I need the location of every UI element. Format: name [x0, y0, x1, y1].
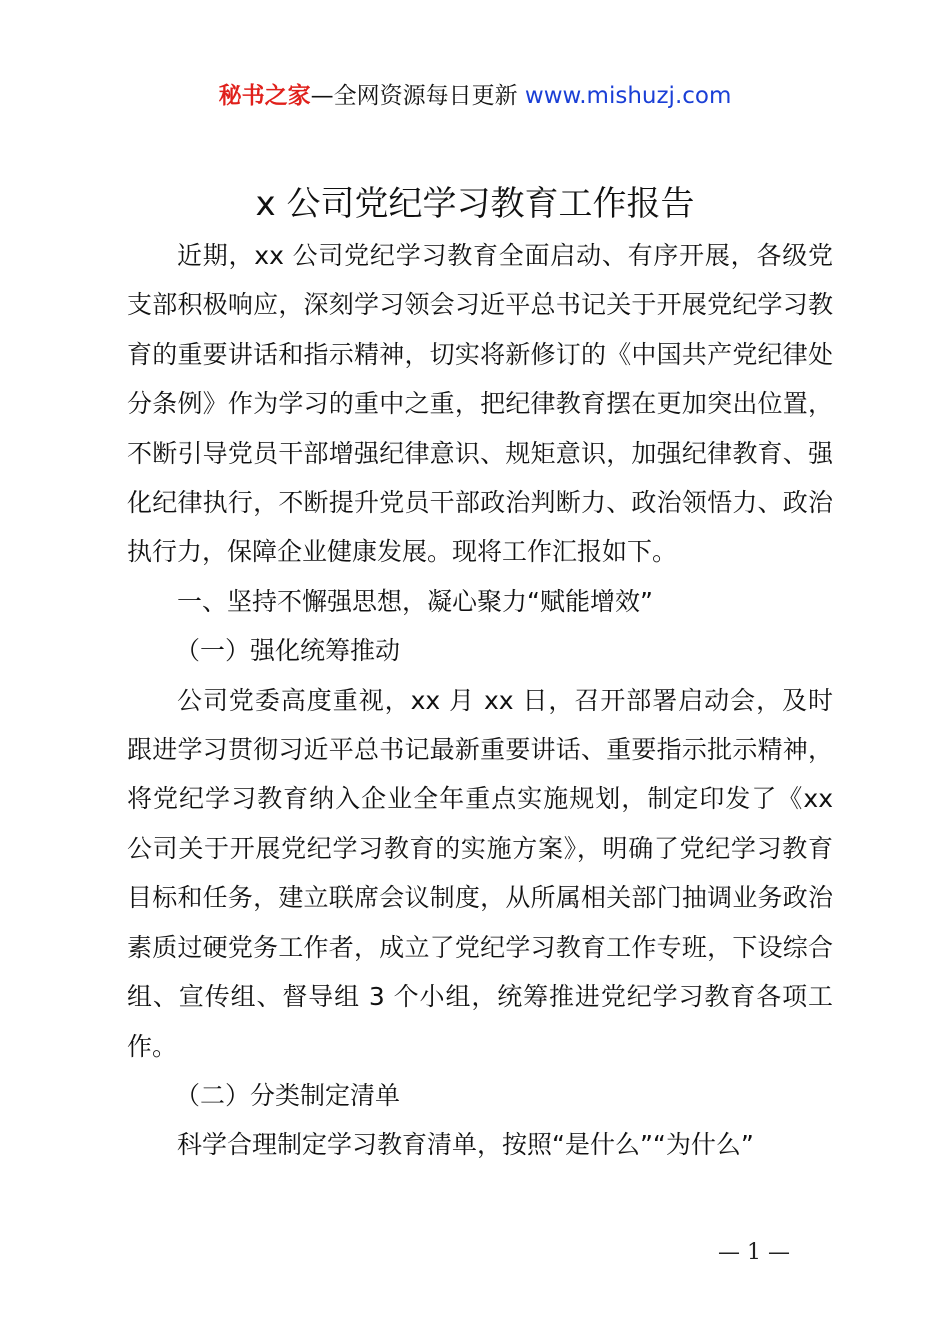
subsection-heading-1: （一）强化统筹推动 — [175, 636, 401, 666]
brand-name: 秘书之家 — [218, 83, 311, 109]
site-banner — [0, 80, 950, 112]
section-heading-1: 一、坚持不懈强思想，凝心聚力“赋能增效” — [177, 586, 653, 616]
site-url[interactable]: www.mishuzj.com — [524, 83, 732, 109]
document-title: x 公司党纪学习教育工作报告 — [255, 184, 695, 224]
body-paragraph-2: 科学合理制定学习教育清单，按照“是什么”“为什么” — [177, 1130, 754, 1160]
body-paragraph-1: 公司党委高度重视，xx 月 xx 日，召开部署启动会，及时跟进学习贯彻习近平总书记最新重要讲话、重要指示批示精神，将党纪学习教育纳入企业全年重点实施规划，制定印发了《xx 公司关于开展党纪学习教育的实施方案》，明确了党纪学习教育目标和任务，建立联席会议制度，从所属相关部门抽调业务政治素质过硬党务工作者，成立了党纪学习教育工作专班，下设综合组、宣传组、督导组 3 个小组，统筹推进党纪学习教育各项工作。 — [127, 685, 833, 1061]
subsection-heading-2: （二）分类制定清单 — [175, 1080, 401, 1110]
banner-slogan: —全网资源每日更新 — [310, 83, 525, 109]
document-body — [127, 231, 833, 1170]
intro-paragraph: 近期，xx 公司党纪学习教育全面启动、有序开展，各级党支部积极响应，深刻学习领会习近平总书记关于开展党纪学习教育的重要讲话和指示精神，切实将新修订的《中国共产党纪律处分条例》作为学习的重中之重，把纪律教育摆在更加突出位置，不断引导党员干部增强纪律意识、规矩意识，加强纪律教育、强化纪律执行，不断提升党员干部政治判断力、政治领悟力、政治执行力，保障企业健康发展。现将工作汇报如下。 — [127, 241, 833, 567]
page-number: — 1 — — [718, 1240, 790, 1265]
